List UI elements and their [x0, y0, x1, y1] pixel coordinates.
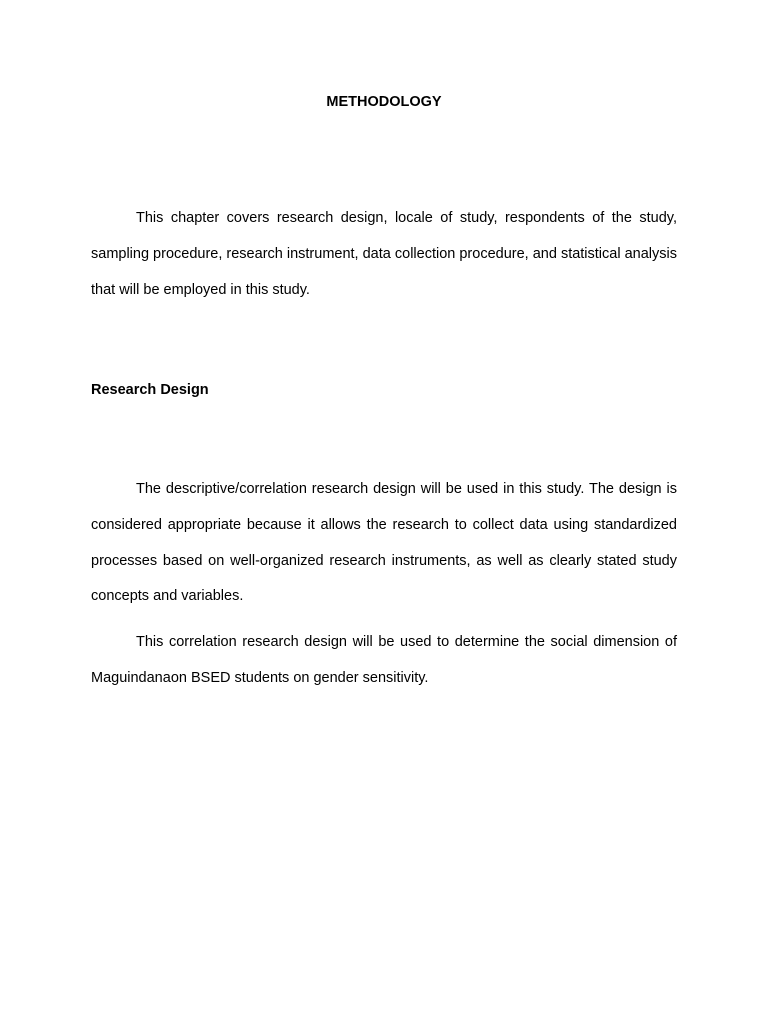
research-design-paragraph-2: This correlation research design will be used to determine the social dimension of Maguindanaon BSED students on gender sensitivity.	[91, 634, 677, 686]
intro-paragraph: This chapter covers research design, locale of study, respondents of the study, sampling procedure, research instrument, data collection procedure, and statistical analysis that will be employed in this study.	[91, 210, 677, 298]
research-design-paragraph-1: The descriptive/correlation research design will be used in this study. The design is considered appropriate because it allows the research to collect data using standardized processes based on well-organized research instruments, as well as clearly stated study concepts and variables.	[91, 481, 677, 605]
section-heading-research-design: Research Design	[91, 382, 209, 398]
chapter-title: METHODOLOGY	[326, 94, 442, 110]
